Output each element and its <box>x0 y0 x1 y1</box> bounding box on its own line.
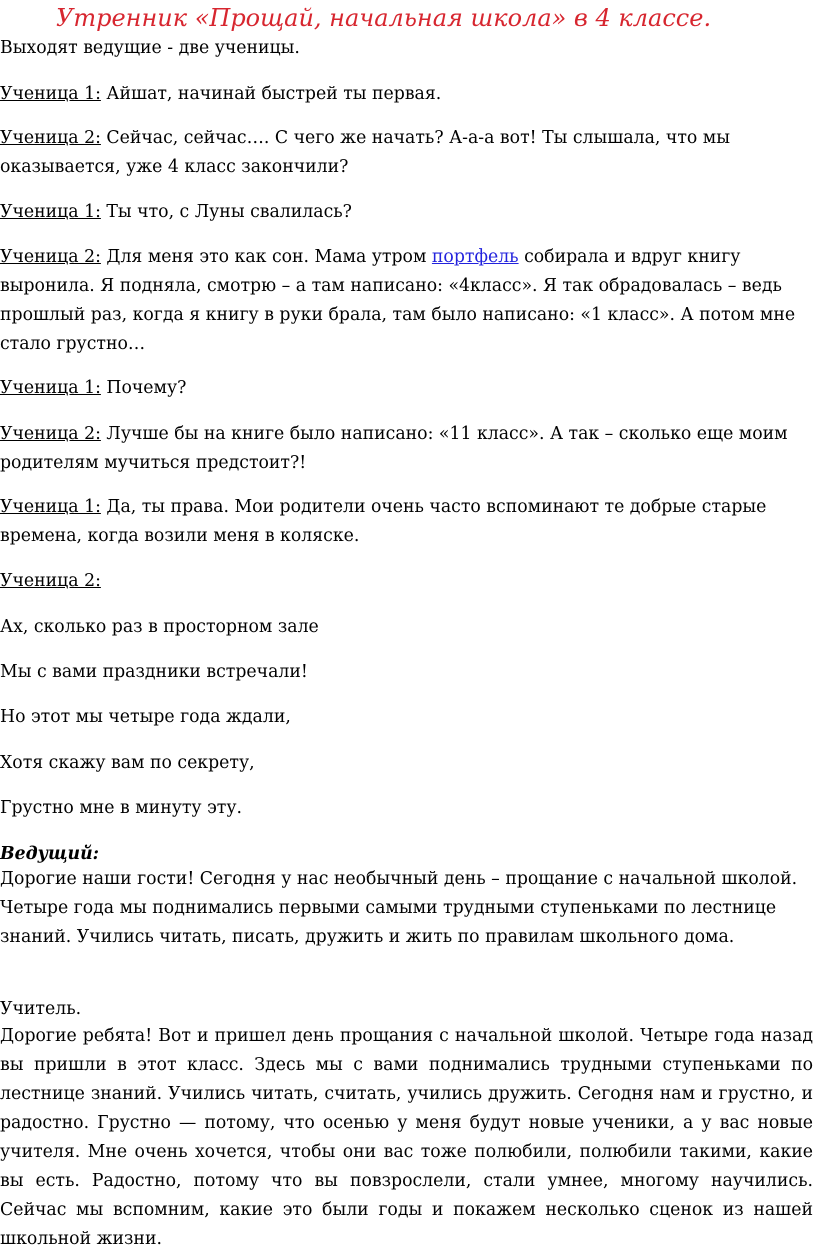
dialogue-text: собирала и вдруг книгу выронила. Я подняла, смотрю – а там написано: «4класс». Я так обрадовалась – ведь прошлый раз, когда я книгу в руки брала, там было написано: «1 класс». А потом мне стало грустно… <box>0 247 796 354</box>
poem-line: Грустно мне в минуту эту. <box>0 798 242 818</box>
speaker-label: Ученица 1: <box>0 84 101 104</box>
intro-text: Выходят ведущие - две ученицы. <box>0 38 300 58</box>
dialogue-line-4 <box>0 243 813 359</box>
host-label-text: Ведущий: <box>0 844 100 864</box>
dialogue-text: Лучше бы на книге было написано: «11 класс». А так – сколько еще моим родителям мучиться предстоит?! <box>0 424 788 473</box>
dialogue-text: Сейчас, сейчас…. С чего же начать? А-а-а вот! Ты слышала, что мы оказывается, уже 4 класс закончили? <box>0 128 730 177</box>
dialogue-line-8 <box>0 567 813 596</box>
speaker-label: Ученица 2: <box>0 571 101 591</box>
poem-line: Но этот мы четыре года ждали, <box>0 707 291 727</box>
dialogue-text: Почему? <box>100 378 187 398</box>
dialogue-line-6 <box>0 420 813 478</box>
dialogue-line-7 <box>0 493 813 551</box>
intro-paragraph <box>0 34 813 63</box>
dialogue-line-5 <box>0 374 813 403</box>
poem-line: Мы с вами праздники встречали! <box>0 662 308 682</box>
document-title: Утренник «Прощай, начальная школа» в 4 классе. <box>56 4 712 32</box>
speaker-label: Ученица 1: <box>0 497 101 517</box>
host-paragraph: Дорогие наши гости! Сегодня у нас необычный день – прощание с начальной школой. Четыре года мы поднимались первыми самыми трудными ступеньками по лестнице знаний. Учились читать, писать, дружить и жить по правилам школьного дома. <box>0 869 798 947</box>
dialogue-text: Ты что, с Луны свалилась? <box>100 202 352 222</box>
speaker-label: Ученица 1: <box>0 378 101 398</box>
dialogue-text: Айшат, начинай быстрей ты первая. <box>100 84 442 104</box>
poem-line: Хотя скажу вам по секрету, <box>0 753 255 773</box>
speaker-label: Ученица 2: <box>0 424 101 444</box>
teacher-paragraph: Дорогие ребята! Вот и пришел день прощания с начальной школой. Четыре года назад вы пришли в этот класс. Здесь мы с вами поднимались трудными ступеньками по лестнице знаний. Учились читать, считать, учились дружить. Сегодня нам и грустно, и радостно. Грустно — потому, что осенью у меня будут новые ученики, а у вас новые учителя. Мне очень хочется, чтобы они вас тоже полюбили, полюбили такими, какие вы есть. Радостно, потому что вы повзрослели, стали умнее, многому научились. Сейчас мы вспомним, какие это были годы и покажем несколько сценок из нашей школьной жизни. <box>0 1026 813 1249</box>
dialogue-line-1 <box>0 80 813 109</box>
poem-line: Ах, сколько раз в просторном зале <box>0 617 319 637</box>
dialogue-line-3 <box>0 198 813 227</box>
teacher-label: Учитель. <box>0 999 82 1019</box>
dialogue-line-2 <box>0 124 813 182</box>
speaker-label: Ученица 2: <box>0 247 101 267</box>
dialogue-text: Да, ты права. Мои родители очень часто вспоминают те добрые старые времена, когда возили меня в коляске. <box>0 497 767 546</box>
dialogue-text: Для меня это как сон. Мама утром <box>100 247 432 267</box>
speaker-label: Ученица 1: <box>0 202 101 222</box>
portfolio-link[interactable]: портфель <box>431 247 519 267</box>
speaker-label: Ученица 2: <box>0 128 101 148</box>
